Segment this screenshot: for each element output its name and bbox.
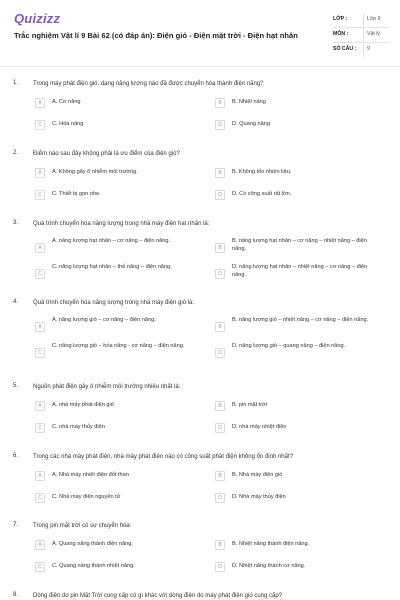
- worksheet-header: [0, 0, 400, 66]
- option-text: A. Cơ năng: [52, 99, 81, 105]
- question-text: Nguồn phát điện gây ô nhiễm môi trường nhiều nhất là:: [33, 384, 181, 390]
- option-letter-box[interactable]: D: [215, 269, 225, 279]
- option-text: B. năng lượng hạt nhân – cơ năng – nhiệt năng – điện năng.: [232, 238, 367, 252]
- option-text: B. pin mặt trời: [232, 402, 268, 408]
- option-text: D. nhà máy nhiệt điện: [232, 424, 287, 430]
- option-letter-box[interactable]: C: [35, 562, 45, 572]
- divider: [363, 13, 364, 27]
- option-text: B. Nhiệt năng: [232, 99, 266, 105]
- question-text: Trong pin mặt trời có sự chuyển hóa:: [33, 523, 132, 529]
- option-letter-box[interactable]: B: [215, 322, 225, 332]
- option-text: D. Nhà máy thủy điện: [232, 494, 286, 500]
- option-text: A. Nhà máy nhiệt điện đốt than: [52, 472, 129, 478]
- question-number: 8.: [13, 592, 19, 598]
- option-letter-box[interactable]: C: [35, 120, 45, 130]
- option-text: B. năng lượng gió – nhiệt năng – cơ năng – điện năng.: [232, 317, 369, 323]
- option-text: C. Nhà máy điện nguyên tử: [52, 494, 121, 500]
- option-text: C. nhà máy thủy điện: [52, 424, 105, 430]
- option-letter-box[interactable]: A: [35, 322, 45, 332]
- option-letter-box[interactable]: A: [35, 401, 45, 411]
- option-text: D. năng lượng hạt nhân – nhiệt năng – cơ năng – điện năng.: [232, 264, 368, 278]
- option-letter-box[interactable]: C: [35, 190, 45, 200]
- option-text: C. năng lượng hạt nhân – thế năng – điện năng.: [52, 264, 172, 270]
- option-letter-box[interactable]: D: [215, 348, 225, 358]
- option-text: D. Có công suất rất lớn.: [232, 191, 292, 197]
- question-text: Trong máy phát điện gió, dạng năng lượng nào đã được chuyển hóa thành điện năng?: [33, 81, 264, 87]
- quizizz-logo[interactable]: Quizizz: [14, 11, 61, 26]
- option-letter-box[interactable]: A: [35, 471, 45, 481]
- question-number: 3.: [13, 220, 19, 226]
- option-letter-box[interactable]: B: [215, 471, 225, 481]
- question-text: Quá trình chuyển hóa năng lượng trong nhà máy điện hạt nhân là:: [33, 221, 210, 227]
- question-text: Dòng điện do pin Mặt Trời cung cấp có gì khác với dòng điện do máy phát điện gió cung cấp?: [33, 593, 283, 599]
- option-letter-box[interactable]: D: [215, 493, 225, 503]
- option-letter-box[interactable]: A: [35, 168, 45, 178]
- option-text: D. Nhiệt năng thành cơ năng.: [232, 563, 306, 569]
- option-letter-box[interactable]: C: [35, 269, 45, 279]
- option-letter-box[interactable]: C: [35, 348, 45, 358]
- meta-value: 9: [367, 46, 370, 52]
- meta-row-class: [333, 13, 389, 28]
- option-letter-box[interactable]: B: [215, 401, 225, 411]
- question-number: 7.: [13, 522, 19, 528]
- option-letter-box[interactable]: A: [35, 540, 45, 550]
- option-letter-box[interactable]: B: [215, 243, 225, 253]
- meta-label: MÔN :: [333, 31, 349, 37]
- option-letter-box[interactable]: D: [215, 120, 225, 130]
- option-letter-box[interactable]: A: [35, 243, 45, 253]
- question-text: Trong các nhà máy phát điện, nhà máy phát điện nào có công suất phát điện không ổn định nhất?: [33, 454, 293, 460]
- meta-row-subject: [333, 28, 389, 43]
- option-text: B. Không tốn nhiên liệu.: [232, 169, 292, 175]
- option-text: D. năng lượng gió – quang năng – điện năng.: [232, 343, 346, 349]
- option-text: B. Nhà máy điện gió: [232, 472, 283, 478]
- meta-panel: [333, 13, 389, 58]
- option-text: A. năng lượng gió – cơ năng – điện năng.: [52, 317, 156, 323]
- option-letter-box[interactable]: C: [35, 423, 45, 433]
- meta-row-count: [333, 43, 389, 58]
- option-letter-box[interactable]: B: [215, 540, 225, 550]
- option-letter-box[interactable]: D: [215, 423, 225, 433]
- divider: [363, 28, 364, 42]
- option-letter-box[interactable]: B: [215, 168, 225, 178]
- page-title: Trắc nghiệm Vật lí 9 Bài 62 (có đáp án): Điện gió - Điện mặt trời - Điện hạt nhân: [14, 31, 298, 40]
- divider: [363, 43, 364, 58]
- option-text: C. năng lượng gió – hóa năng - cơ năng – điện năng.: [52, 343, 185, 349]
- option-text: A. nhà máy phát điện gió: [52, 402, 114, 408]
- option-letter-box[interactable]: D: [215, 190, 225, 200]
- header-divider: [0, 66, 400, 67]
- option-text: C. Hóa năng: [52, 121, 84, 127]
- question-text: Quá trình chuyển hóa năng lượng trong nhà máy điện gió là:: [33, 300, 195, 306]
- option-text: A. Không gây ô nhiễm môi trường.: [52, 169, 138, 175]
- question-number: 4.: [13, 299, 19, 305]
- question-number: 5.: [13, 383, 19, 389]
- option-text: D. Quang năng: [232, 121, 270, 127]
- option-letter-box[interactable]: C: [35, 493, 45, 503]
- option-text: A. năng lượng hạt nhân – cơ năng – điện năng.: [52, 238, 171, 244]
- meta-label: SỐ CÂU :: [333, 46, 357, 52]
- question-number: 2.: [13, 150, 19, 156]
- option-text: B. Nhiệt năng thành điện năng.: [232, 541, 310, 547]
- option-text: C. Quang năng thành nhiệt năng.: [52, 563, 135, 569]
- option-text: A. Quang năng thành điện năng.: [52, 541, 133, 547]
- option-letter-box[interactable]: D: [215, 562, 225, 572]
- meta-label: LỚP :: [333, 16, 348, 22]
- option-letter-box[interactable]: A: [35, 98, 45, 108]
- question-number: 1.: [13, 80, 19, 86]
- option-letter-box[interactable]: B: [215, 98, 225, 108]
- meta-value: Vật lý: [367, 31, 380, 37]
- option-text: C. Thiết bị gọn nhẹ.: [52, 191, 101, 197]
- question-number: 6.: [13, 453, 19, 459]
- meta-value: Lớp 9: [367, 16, 381, 22]
- question-text: Điểm nào sau đây không phải là ưu điểm của điện gió?: [33, 151, 180, 157]
